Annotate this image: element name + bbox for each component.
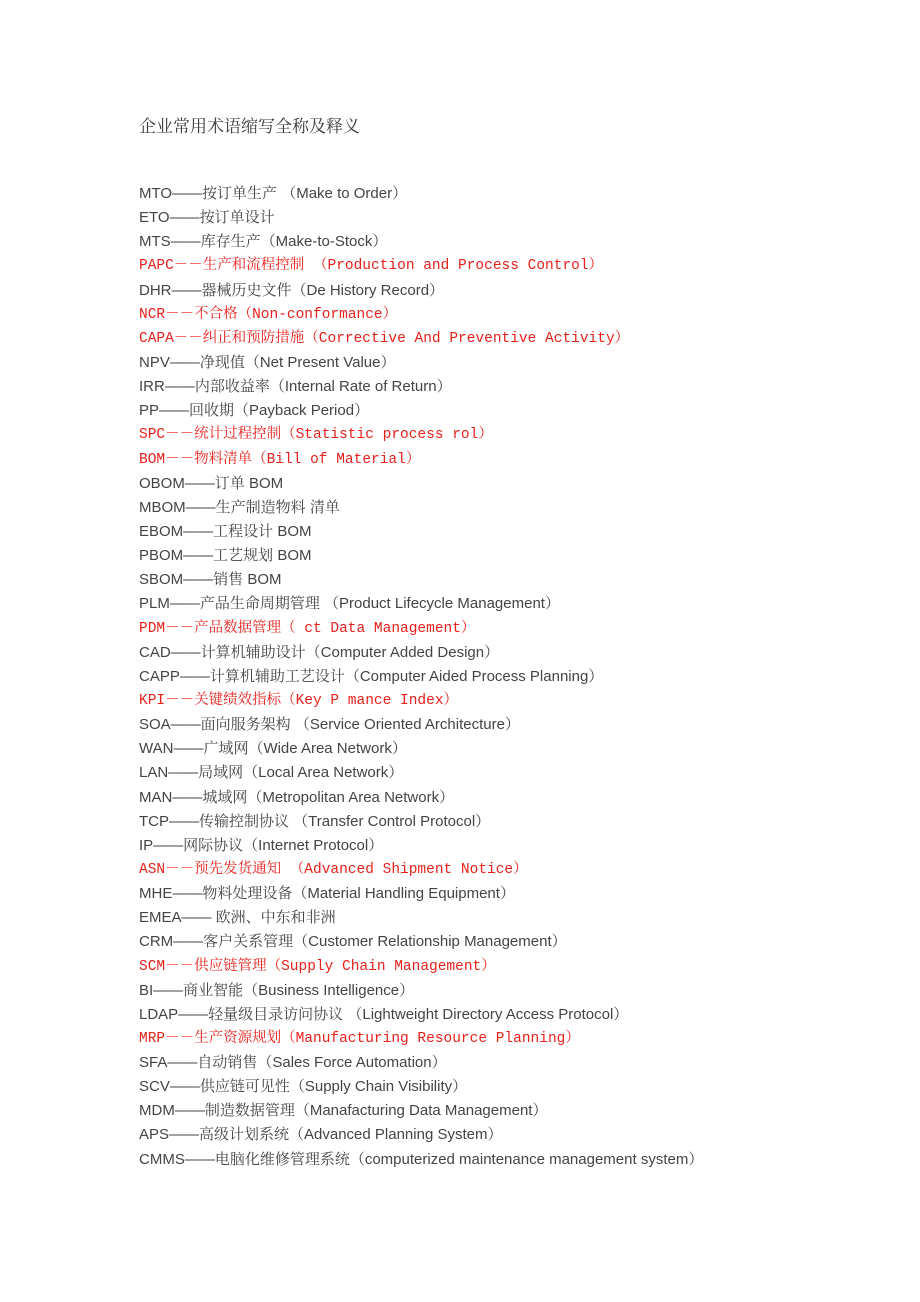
term-entry: NPV——净现值（Net Present Value） — [139, 353, 396, 371]
term-entry: EBOM——工程设计 BOM — [139, 522, 312, 540]
term-entry: APS——高级计划系统（Advanced Planning System） — [139, 1126, 503, 1144]
term-entry: SBOM——销售 BOM — [139, 571, 282, 589]
term-entry: MAN——城域网（Metropolitan Area Network） — [139, 788, 455, 806]
term-entry: CAPA－－纠正和预防措施（Corrective And Preventive Activity） — [139, 330, 630, 347]
term-entry: LDAP——轻量级目录访问协议 （Lightweight Directory Access Protocol） — [139, 1005, 629, 1023]
term-entry: PAPC－－生产和流程控制 （Production and Process Control） — [139, 258, 604, 275]
term-entry: MTO——按订单生产 （Make to Order） — [139, 185, 408, 202]
term-entry: MRP－－生产资源规划（Manufacturing Resource Planning） — [139, 1030, 580, 1047]
term-entry: MHE——物料处理设备（Material Handling Equipment） — [139, 885, 515, 903]
document-title: 企业常用术语缩写全称及释义 — [139, 117, 360, 137]
term-entry: DHR——器械历史文件（De History Record） — [139, 281, 445, 299]
term-entry: MBOM——生产制造物料 清单 — [139, 498, 340, 516]
term-entry: BOM－－物料清单（Bill of Material） — [139, 451, 421, 468]
term-entry: KPI－－关键绩效指标（Key P mance Index） — [139, 692, 459, 709]
term-entry: SCM－－供应链管理（Supply Chain Management） — [139, 958, 496, 975]
term-list — [139, 182, 703, 1172]
term-entry: CAD——计算机辅助设计（Computer Added Design） — [139, 643, 500, 661]
term-entry: WAN——广域网（Wide Area Network） — [139, 740, 407, 758]
term-entry: CRM——客户关系管理（Customer Relationship Management） — [139, 933, 567, 951]
term-entry: IRR——内部收益率（Internal Rate of Return） — [139, 378, 452, 396]
term-entry: MTS——库存生产（Make-to-Stock） — [139, 233, 388, 251]
term-entry: MDM——制造数据管理（Manafacturing Data Management） — [139, 1102, 548, 1120]
term-entry: PLM——产品生命周期管理 （Product Lifecycle Management） — [139, 595, 560, 613]
term-entry: SOA——面向服务架构 （Service Oriented Architecture） — [139, 716, 520, 734]
term-entry: ETO——按订单设计 — [139, 209, 275, 227]
term-entry: TCP——传输控制协议 （Transfer Control Protocol） — [139, 812, 491, 830]
term-entry: CAPP——计算机辅助工艺设计（Computer Aided Process Planning） — [139, 667, 604, 685]
term-entry: PP——回收期（Payback Period） — [139, 402, 370, 420]
term-entry: SFA——自动销售（Sales Force Automation） — [139, 1054, 447, 1072]
term-entry: PBOM——工艺规划 BOM — [139, 547, 312, 565]
term-entry: SCV——供应链可见性（Supply Chain Visibility） — [139, 1078, 468, 1096]
term-entry: ASN－－预先发货通知 （Advanced Shipment Notice） — [139, 861, 528, 878]
term-entry: SPC－－统计过程控制（Statistic process rol） — [139, 427, 493, 444]
term-entry: NCR－－不合格（Non-conformance） — [139, 306, 398, 323]
term-entry: IP——网际协议（Internet Protocol） — [139, 836, 384, 854]
term-entry: PDM－－产品数据管理（ ct Data Management） — [139, 620, 476, 637]
term-entry: CMMS——电脑化维修管理系统（computerized maintenance management system） — [139, 1150, 704, 1168]
term-entry: OBOM——订单 BOM — [139, 474, 284, 492]
term-entry: EMEA—— 欧洲、中东和非洲 — [139, 909, 336, 927]
term-entry: LAN——局域网（Local Area Network） — [139, 764, 404, 782]
term-entry: BI——商业智能（Business Intelligence） — [139, 981, 415, 999]
